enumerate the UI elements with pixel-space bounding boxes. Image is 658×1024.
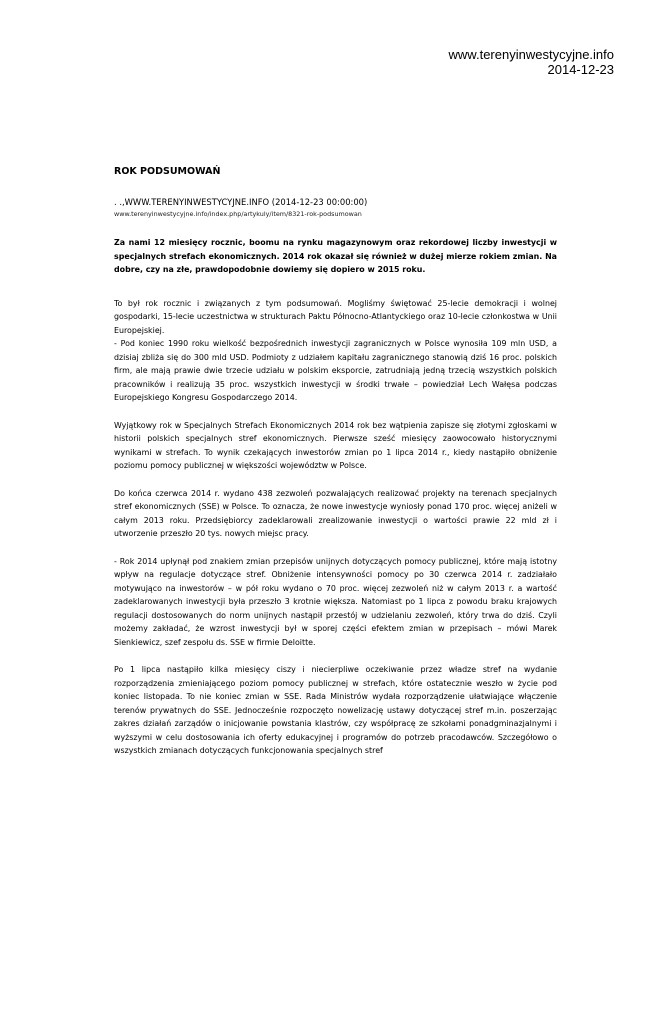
- article-paragraph: To był rok rocznic i związanych z tym podsumowań. Mogliśmy świętować 25-lecie demokracji i wolnej gospodarki, 15-lecie uczestnictwa w strukturach Paktu Północno-Atlantyckiego oraz 10-lecie członkostwa w Unii Europejskiej.: [114, 298, 557, 335]
- header-site-url: www.terenyinwestycyjne.info: [448, 47, 614, 62]
- article-paragraph: - Pod koniec 1990 roku wielkość bezpośrednich inwestycji zagranicznych w Polsce wynosiła 109 mln USD, a dzisiaj zbliża się do 300 mld USD. Podmioty z udziałem kapitału zagranicznego stanowią dziś 16 proc. polskich firm, ale mają prawie dwie trzecie udziału w polskim eksporcie, zatrudniają jedną trzecią wszystkich polskich pracowników i realizują 35 proc. wszystkich inwestycji w środki trwałe – powiedział Lech Wałęsa podczas Europejskiego Kongresu Gospodarczego 2014.: [114, 339, 557, 402]
- page-header: [449, 47, 614, 77]
- article-paragraph: - Rok 2014 upłynął pod znakiem zmian przepisów unijnych dotyczących pomocy publicznej, które mają istotny wpływ na regulacje dotyczące stref. Obniżenie intensywności pomocy po 30 czerwca 2014 r. zadziałało motywująco na inwestorów – w pół roku wydano o 70 proc. więcej zezwoleń niż w całym 2013 r. a wartość zadeklarowanych inwestycji była przeszło 3 krotnie większa. Natomiast po 1 lipca z powodu braku krajowych regulacji dostosowanych do norm unijnych nastąpił przestój w udzielaniu zezwoleń, który trwa do dziś. Czyli możemy zakładać, że wzrost inwestycji był w sporej części efektem zmian w przepisach – mówi Marek Sienkiewicz, szef zespołu ds. SSE w firmie Deloitte.: [114, 556, 557, 647]
- article-title: ROK PODSUMOWAŃ: [114, 166, 221, 177]
- article-lead: Za nami 12 miesięcy rocznic, boomu na rynku magazynowym oraz rekordowej liczby inwestycji w specjalnych strefach ekonomicznych. 2014 rok okazał się również w dużej mierze rokiem zmian. Na dobre, czy na złe, prawdopodobnie dowiemy się dopiero w 2015 roku.: [114, 238, 557, 274]
- article: [114, 165, 557, 772]
- article-paragraph: Wyjątkowy rok w Specjalnych Strefach Ekonomicznych 2014 rok bez wątpienia zapisze się złotymi zgłoskami w historii polskich specjalnych stref ekonomicznych. Pierwsze sześć miesięcy zaowocowało historycznymi wynikami w strefach. To wynik czekających inwestorów zmian po 1 lipca 2014 r., kiedy nastąpiło obniżenie poziomu pomocy publicznej w większości województw w Polsce.: [114, 420, 557, 470]
- article-paragraph: Po 1 lipca nastąpiło kilka miesięcy ciszy i niecierpliwe oczekiwanie przez władze stref na wydanie rozporządzenia zmieniającego poziom pomocy publicznej w strefach, które ostatecznie weszło w życie pod koniec listopada. To nie koniec zmian w SSE. Rada Ministrów wydała rozporządzenie ułatwiające włączenie terenów prywatnych do SSE. Jednocześnie rozpoczęto nowelizację ustawy dotyczącej stref m.in. poszerzając zakres działań zarządów o inicjowanie powstania klastrów, czy współpracę ze szkołami ponadgminazjalnymi i wyższymi w celu dostosowania ich oferty edukacyjnej i programów do potrzeb pracodawców. Szczegółowo o wszystkich zmianach dotyczących funkcjonowania specjalnych stref: [114, 665, 557, 755]
- article-paragraph: Do końca czerwca 2014 r. wydano 438 zezwoleń pozwalających realizować projekty na terenach specjalnych stref ekonomicznych (SSE) w Polsce. To oznacza, że nowe inwestycje wyniosły ponad 170 proc. więcej aniżeli w całym 2013 roku. Przedsiębiorcy zadeklarowali zrealizowanie inwestycji o wartości prawie 22 mld zł i utworzenie przeszło 20 tys. nowych miejsc pracy.: [114, 488, 557, 538]
- header-date: 2014-12-23: [547, 62, 614, 77]
- article-source: . .,WWW.TERENYINWESTYCYJNE.INFO (2014-12-23 00:00:00): [114, 197, 368, 207]
- article-url: www.terenyinwestycyjne.info/index.php/artykuly/item/8321-rok-podsumowan: [114, 210, 362, 218]
